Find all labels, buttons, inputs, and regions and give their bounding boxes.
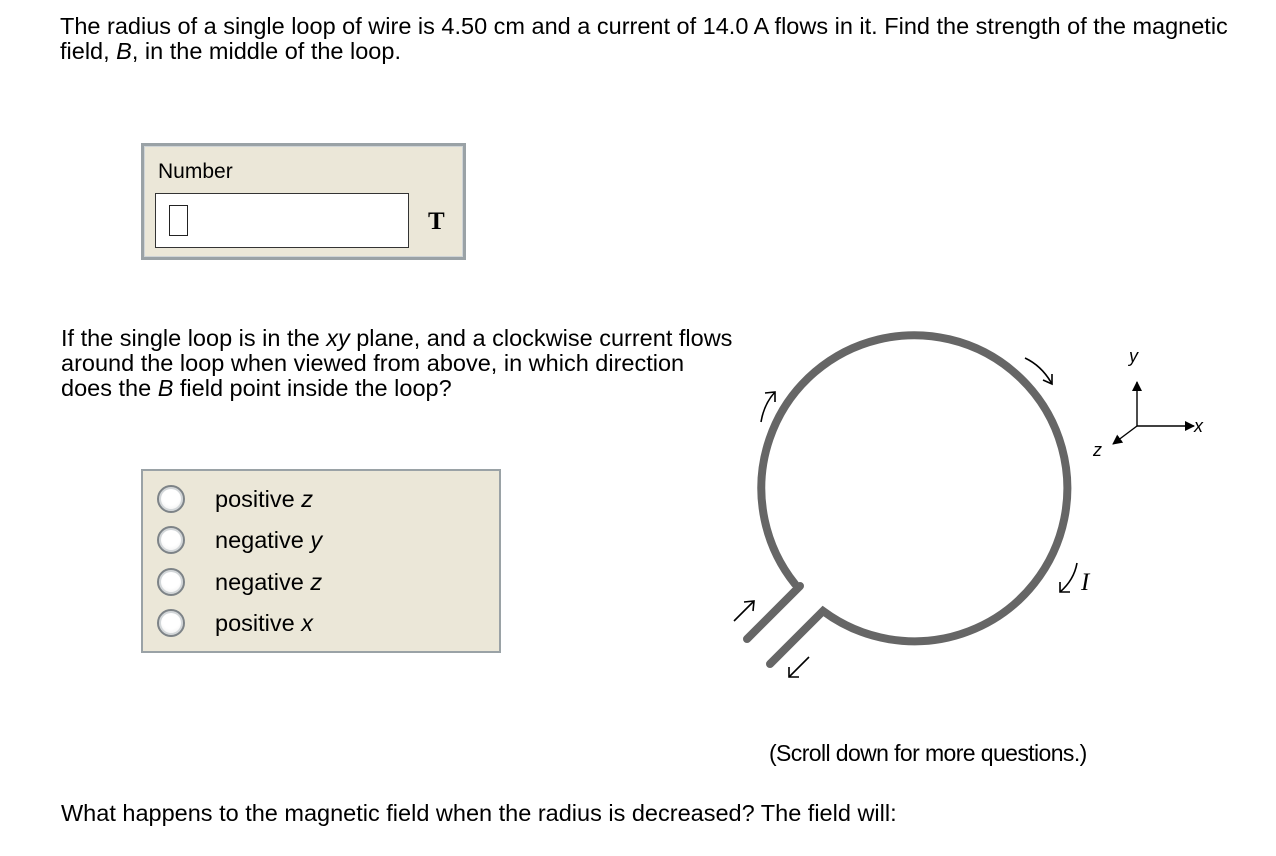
current-arrow-lead-out: [789, 657, 809, 677]
choice-positive-x[interactable]: [157, 608, 313, 638]
field-symbol: B: [116, 38, 132, 64]
wire-loop: [747, 335, 1067, 664]
scroll-note: (Scroll down for more questions.): [769, 740, 1087, 766]
question-1-part-2: , in the middle of the loop.: [131, 38, 401, 64]
question-2-part-2: plane, and a clockwise current flows around the loop when viewed from above, in which direction does the: [61, 325, 733, 401]
radio-button[interactable]: [157, 568, 185, 596]
choice-label: negative y: [215, 526, 323, 553]
choice-positive-z[interactable]: [157, 484, 313, 514]
axis-y-label: y: [1129, 346, 1138, 366]
current-arrow-top-right: [1025, 358, 1052, 384]
choice-label: positive z: [215, 485, 313, 512]
current-arrow-top-left: [761, 392, 775, 422]
field-symbol-2: B: [157, 375, 174, 401]
choice-negative-z[interactable]: [157, 567, 322, 597]
axes-icon: [1113, 382, 1194, 444]
number-input[interactable]: [155, 193, 409, 248]
current-label: I: [1081, 569, 1090, 596]
choice-group: [141, 469, 501, 653]
current-arrow-lead-in: [734, 601, 754, 621]
unit-label: T: [428, 208, 445, 235]
question-1-text: [60, 14, 1240, 64]
radio-button[interactable]: [157, 485, 185, 513]
question-2-part-3: field point inside the loop?: [173, 375, 452, 401]
question-2-text: [61, 326, 741, 401]
plane-symbol: xy: [326, 325, 350, 351]
choice-label: positive x: [215, 609, 313, 636]
question-1-part-1: The radius of a single loop of wire is 4.50 cm and a current of 14.0 A flows in it. Find the strength of the magnetic field,: [60, 13, 1228, 64]
radio-button[interactable]: [157, 609, 185, 637]
input-cursor-box: [169, 205, 188, 236]
axis-x-label: x: [1194, 416, 1203, 436]
question-2-part-1: If the single loop is in the: [61, 325, 327, 351]
wire-loop-diagram: [720, 330, 1220, 700]
question-3-text: What happens to the magnetic field when the radius is decreased? The field will:: [61, 800, 897, 826]
answer-label: Number: [158, 160, 233, 183]
axis-z-label: z: [1093, 440, 1102, 460]
radio-button[interactable]: [157, 526, 185, 554]
choice-negative-y[interactable]: [157, 525, 322, 555]
choice-label: negative z: [215, 568, 323, 595]
answer-box: [141, 143, 466, 260]
current-arrow-bottom-right: [1060, 563, 1077, 592]
